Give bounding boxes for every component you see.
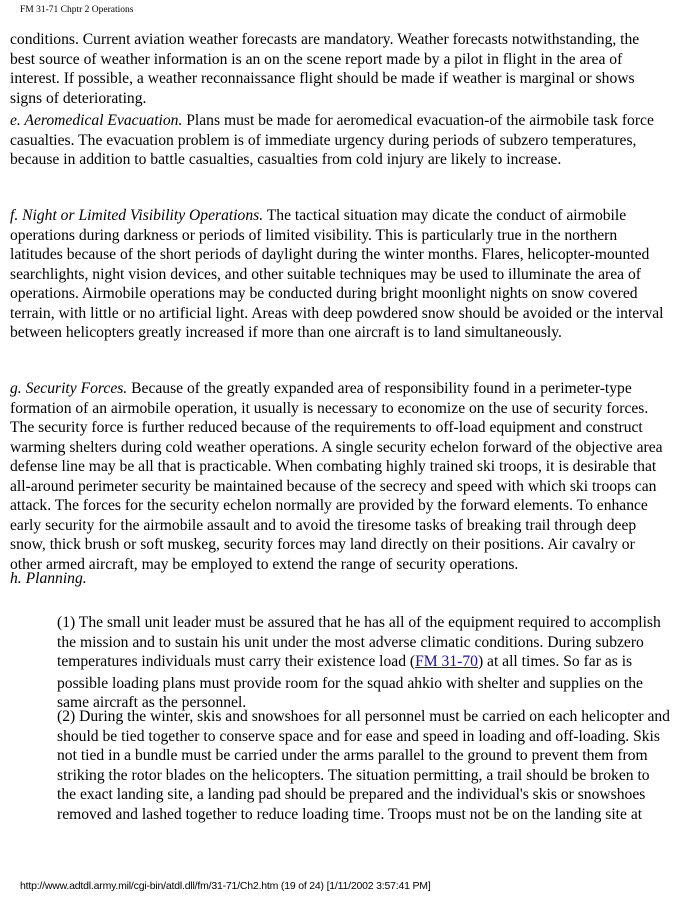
text-line — [10, 457, 663, 477]
text-line: the mission and to sustain his unit under the most adverse climatic conditions. During subzero — [57, 633, 644, 651]
planning-item-1 — [57, 613, 661, 713]
text-segment: best source of weather information is an on the scene report made by a pilot in flight in the area of — [10, 50, 623, 68]
text-segment: temperatures individuals must carry their existence load ( — [57, 653, 416, 670]
planning-item-2 — [57, 707, 670, 824]
text-segment: ) at all times. So far as is — [477, 653, 633, 670]
text-line — [10, 245, 663, 265]
text-segment: latitudes because of the short periods of daylight during the winter months. Flares, helicopter-mounted — [10, 246, 650, 263]
text-line: striking the rotor blades on the helicopters. The situation permitting, a trail should be broken to — [57, 766, 650, 784]
text-line — [10, 555, 663, 575]
text-segment: signs of deteriorating. — [10, 89, 147, 107]
text-line — [10, 50, 639, 70]
text-line — [10, 111, 654, 131]
text-line — [10, 265, 663, 285]
text-line: (1) The small unit leader must be assured that he has all of the equipment required to accomplish — [57, 614, 661, 631]
text-line — [10, 206, 663, 226]
text-segment: attack. The forces for the security echelon normally are provided by the forward elements. To enhance — [10, 497, 648, 514]
text-line: removed and lashed together to reduce loading time. Troops must not be on the landing site at — [57, 805, 643, 823]
text-line — [10, 399, 663, 419]
text-line: same aircraft as the personnel. — [57, 694, 247, 711]
text-segment: defense line may be all that is practicable. When combating highly trained ski troops, it is desirable that — [10, 458, 657, 475]
text-line — [57, 652, 661, 672]
paragraph-weather — [10, 30, 639, 108]
text-line — [10, 284, 663, 304]
text-line — [10, 30, 639, 50]
text-line — [10, 150, 654, 170]
text-line — [10, 496, 663, 516]
paragraph-lead-heading: f. Night or Limited Visibility Operations. — [10, 207, 264, 224]
text-line — [10, 516, 663, 536]
text-segment: snow, thick brush or soft muskeg, security forces may land directly on their positions. Air cavalry or — [10, 536, 635, 553]
text-line — [10, 226, 663, 246]
text-line — [10, 69, 639, 89]
paragraph-lead-heading: h. Planning. — [10, 570, 87, 587]
text-line — [10, 569, 87, 589]
paragraph-planning-heading — [10, 569, 87, 589]
text-segment: searchlights, night vision devices, and other suitable techniques may be used to illuminate the area of — [10, 265, 641, 283]
paragraph-aeromedical-evacuation — [10, 111, 654, 170]
paragraph-lead-heading: g. Security Forces. — [10, 380, 128, 397]
text-segment: early security for the airmobile assault and to avoid the tiresome tasks of breaking trail through deep — [10, 516, 637, 534]
text-line — [10, 131, 654, 151]
text-line — [10, 535, 663, 555]
text-segment: The security force is further reduced because of the requirements to off-load equipment and construct — [10, 419, 643, 436]
text-segment: other armed aircraft, may be employed to extend the range of security operations. — [10, 555, 519, 573]
text-line — [10, 418, 663, 438]
text-segment: all-around perimeter security be maintained because of the secrecy and speed with which ski troops can — [10, 477, 657, 495]
text-segment: Because of the greatly expanded area of responsibility found in a perimeter-type — [127, 380, 632, 397]
page-footer-url: http://www.adtdl.army.mil/cgi-bin/atdl.dll/fm/31-71/Ch2.htm (19 of 24) [1/11/2002 3:57:41 PM] — [20, 880, 431, 892]
text-segment: conditions. Current aviation weather forecasts are mandatory. Weather forecasts notwithstanding, the — [10, 31, 640, 48]
paragraph-night-operations — [10, 206, 663, 343]
text-segment: interest. If possible, a weather reconnaissance flight should be made if weather is marginal or shows — [10, 70, 635, 87]
text-segment: operations. Airmobile operations may be conducted during bright moonlight nights on snow covered — [10, 285, 638, 302]
fm-31-70-link[interactable]: FM 31-70 — [415, 653, 478, 670]
text-line — [10, 477, 663, 497]
text-line — [10, 304, 663, 324]
text-segment: between helicopters greatly increased if more than one aircraft is to land simultaneously. — [10, 324, 562, 341]
text-line — [10, 323, 663, 343]
text-segment: formation of an airmobile operation, it usually is necessary to economize on the use of security forces. — [10, 399, 649, 417]
text-line: (2) During the winter, skis and snowshoes for all personnel must be carried on each helicopter and — [57, 708, 670, 725]
text-line: should be tied together to conserve space and for ease and speed in loading and off-loading. Skis — [57, 727, 660, 745]
text-line — [10, 89, 639, 109]
text-line: possible loading plans must provide room for the squad ahkio with shelter and supplies on the — [57, 674, 643, 692]
text-line: the exact landing site, a landing pad should be prepared and the individual's skis or snowshoes — [57, 786, 646, 803]
paragraph-lead-heading: e. Aeromedical Evacuation. — [10, 112, 183, 129]
text-segment: The tactical situation may dicate the conduct of airmobile — [263, 207, 627, 224]
page-header: FM 31-71 Chptr 2 Operations — [20, 5, 134, 15]
text-line — [10, 379, 663, 399]
text-segment: terrain, with little or no artificial light. Areas with deep powdered snow should be avoided or the interval — [10, 304, 664, 322]
text-segment: casualties. The evacuation problem is of immediate urgency during periods of subzero temperatures, — [10, 131, 637, 149]
text-segment: operations during darkness or periods of limited visibility. This is particularly true in the northern — [10, 226, 618, 244]
text-segment: because in addition to battle casualties, casualties from cold injury are likely to increase. — [10, 151, 562, 168]
text-segment: Plans must be made for aeromedical evacuation-of the airmobile task force — [182, 112, 654, 129]
paragraph-security-forces — [10, 379, 663, 574]
text-segment: warming shelters during cold weather operations. A single security echelon forward of the objective area — [10, 438, 663, 456]
text-line: not tied in a bundle must be carried under the arms parallel to the ground to prevent them from — [57, 747, 648, 764]
text-line — [10, 438, 663, 458]
